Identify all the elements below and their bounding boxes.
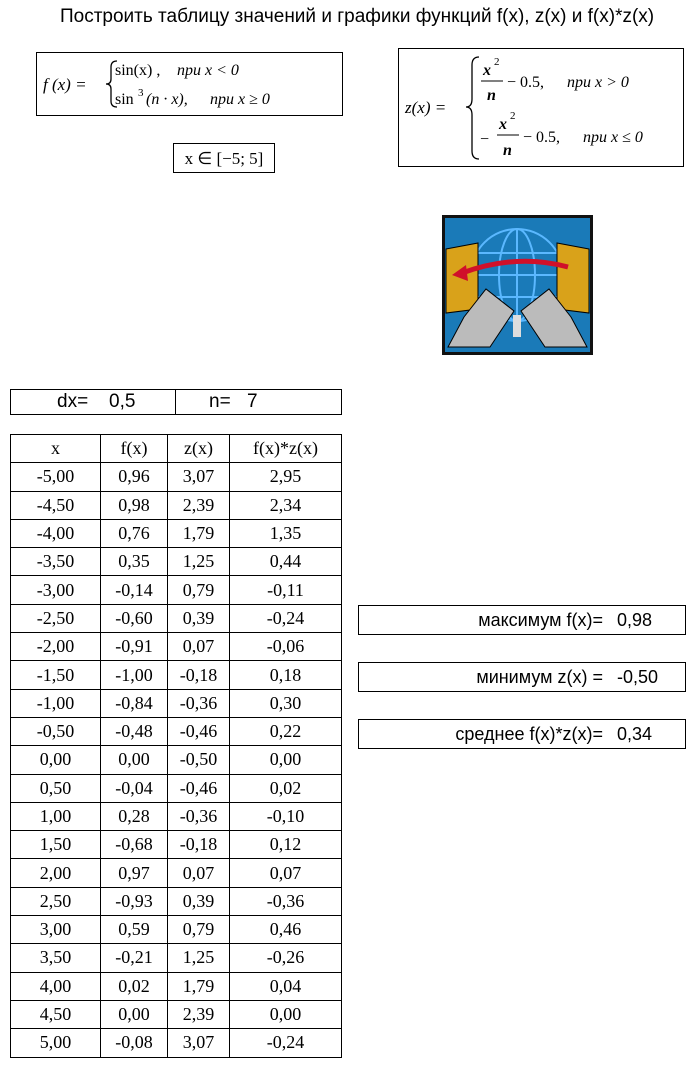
table-row [11,916,342,944]
cell-z[interactable]: -0,36 [168,689,230,717]
table-body [11,463,342,1057]
cell-fz[interactable]: 0,30 [230,689,342,717]
table-row [11,802,342,830]
cell-fz[interactable]: -0,11 [230,576,342,604]
cell-z[interactable]: 0,07 [168,633,230,661]
table-row [11,944,342,972]
cell-f[interactable]: -0,14 [101,576,168,604]
max-f-value: 0,98 [617,610,653,630]
cell-f[interactable]: -0,60 [101,604,168,632]
cell-x[interactable]: -1,50 [11,661,101,689]
cell-x[interactable]: 1,00 [11,802,101,830]
cell-z[interactable]: 1,79 [168,519,230,547]
z2-minus: − [480,131,490,148]
cell-x[interactable]: 4,50 [11,1000,101,1028]
cell-f[interactable]: 0,59 [101,916,168,944]
cell-x[interactable]: -5,00 [11,463,101,491]
table-row [11,1000,342,1028]
cell-fz[interactable]: 0,00 [230,1000,342,1028]
cell-z[interactable]: -0,50 [168,746,230,774]
cell-x[interactable]: 1,50 [11,831,101,859]
cell-fz[interactable]: 0,12 [230,831,342,859]
cell-z[interactable]: 1,79 [168,972,230,1000]
z1-tail: − 0.5, [507,74,545,91]
cell-fz[interactable]: 0,04 [230,972,342,1000]
z-formula-lhs: z(x) = [405,98,447,117]
header-z: z(x) [168,435,230,463]
cell-x[interactable]: 3,50 [11,944,101,972]
cell-x[interactable]: -4,00 [11,519,101,547]
cell-x[interactable]: -2,00 [11,633,101,661]
cell-f[interactable]: -0,04 [101,774,168,802]
cell-z[interactable]: 2,39 [168,491,230,519]
table-row [11,746,342,774]
cell-fz[interactable]: 0,44 [230,548,342,576]
cell-fz[interactable]: -0,10 [230,802,342,830]
cell-z[interactable]: -0,46 [168,717,230,745]
globe-stand [513,315,521,337]
dx-value[interactable]: 0,5 [109,391,136,412]
params-divider [175,390,176,414]
cell-f[interactable]: 0,00 [101,1000,168,1028]
cell-z[interactable]: 3,07 [168,1029,230,1057]
cell-z[interactable]: 0,39 [168,887,230,915]
cell-z[interactable]: -0,46 [168,774,230,802]
cell-f[interactable]: -0,93 [101,887,168,915]
table-row [11,491,342,519]
cell-z[interactable]: 1,25 [168,548,230,576]
z2-cond: при x ≤ 0 [583,129,643,146]
table-row [11,859,342,887]
cell-f[interactable]: 0,96 [101,463,168,491]
z1-cond: при x > 0 [567,74,629,91]
cell-z[interactable]: -0,18 [168,831,230,859]
f-case2-pow: 3 [138,87,144,99]
cell-x[interactable]: 0,00 [11,746,101,774]
z2-tail: − 0.5, [523,129,561,146]
cell-f[interactable]: -0,84 [101,689,168,717]
x-range-formula [174,144,274,172]
f-formula-lhs: f (x) = [43,75,87,94]
f-case1-expr: sin(x) , [115,62,161,79]
cell-x[interactable]: 4,00 [11,972,101,1000]
table-row [11,519,342,547]
table-row [11,972,342,1000]
cell-z[interactable]: 3,07 [168,463,230,491]
min-z-value: -0,50 [617,667,659,687]
cell-z[interactable]: 0,07 [168,859,230,887]
f-case2-expr: sin [115,91,134,108]
cell-x[interactable]: -0,50 [11,717,101,745]
z2-num: x [499,116,507,133]
cell-x[interactable]: 5,00 [11,1029,101,1057]
params-row [10,389,342,415]
right-folder [557,243,589,313]
table-header-row [11,435,342,463]
z-brace [466,57,479,159]
table-row [11,1029,342,1057]
cell-f[interactable]: -0,21 [101,944,168,972]
cell-fz[interactable]: 0,02 [230,774,342,802]
cell-fz[interactable]: 2,95 [230,463,342,491]
cell-x[interactable]: -4,50 [11,491,101,519]
cell-f[interactable]: 0,97 [101,859,168,887]
z1-num: x [483,62,491,79]
cell-z[interactable]: 0,79 [168,576,230,604]
cell-fz[interactable]: -0,36 [230,887,342,915]
table-row [11,463,342,491]
cell-fz[interactable]: -0,26 [230,944,342,972]
cell-f[interactable]: -0,68 [101,831,168,859]
table-row [11,633,342,661]
values-table [10,434,342,1058]
cell-z[interactable]: 2,39 [168,1000,230,1028]
cell-f[interactable]: 0,98 [101,491,168,519]
min-z-box [358,662,686,692]
f-case2-arg: (n · x), [146,91,188,108]
header-fz: f(x)*z(x) [230,435,342,463]
f-case1-cond: при x < 0 [177,62,239,79]
avg-fz-box [358,719,686,749]
max-f-label: максимум f(x)= [478,610,603,630]
cell-z[interactable]: -0,18 [168,661,230,689]
table-row [11,576,342,604]
cell-x[interactable]: 2,00 [11,859,101,887]
f-formula [37,53,342,115]
cell-z[interactable]: 1,25 [168,944,230,972]
cell-x[interactable]: -1,00 [11,689,101,717]
table-row [11,548,342,576]
max-f-box [358,605,686,635]
n-label: n= [209,391,231,412]
z2-pow: 2 [510,110,516,122]
cell-z[interactable]: 0,79 [168,916,230,944]
avg-fz-label: среднее f(x)*z(x)= [455,724,603,744]
table-row [11,887,342,915]
x-range-text: x ∈ [−5; 5] [184,149,264,168]
cell-x[interactable]: 0,50 [11,774,101,802]
cell-fz[interactable]: -0,24 [230,604,342,632]
min-z-label: минимум z(x) = [476,667,603,687]
header-x: x [11,435,101,463]
cell-f[interactable]: 0,02 [101,972,168,1000]
table-row [11,661,342,689]
cell-x[interactable]: -2,50 [11,604,101,632]
header-f: f(x) [101,435,168,463]
page-title: Построить таблицу значений и графики функций f(x), z(x) и f(x)*z(x) [60,6,655,27]
table-row [11,717,342,745]
table-row [11,604,342,632]
cell-x[interactable]: -3,00 [11,576,101,604]
cell-fz[interactable]: -0,24 [230,1029,342,1057]
cell-fz[interactable]: -0,06 [230,633,342,661]
cell-f[interactable]: 0,00 [101,746,168,774]
f-formula-box [36,52,343,116]
n-value[interactable]: 7 [247,391,258,412]
cell-f[interactable]: -0,48 [101,717,168,745]
cell-fz[interactable]: 1,35 [230,519,342,547]
cell-fz[interactable]: 0,00 [230,746,342,774]
dx-label: dx= [57,391,89,412]
z2-den: n [503,142,512,159]
x-range-box [173,143,275,173]
cell-z[interactable]: -0,36 [168,802,230,830]
avg-fz-value: 0,34 [617,724,653,744]
cell-f[interactable]: -0,08 [101,1029,168,1057]
cell-f[interactable]: 0,28 [101,802,168,830]
cell-fz[interactable]: 2,34 [230,491,342,519]
z1-den: n [487,87,496,104]
cell-x[interactable]: 3,00 [11,916,101,944]
cell-fz[interactable]: 0,07 [230,859,342,887]
z1-pow: 2 [494,56,500,68]
cell-fz[interactable]: 0,18 [230,661,342,689]
cell-x[interactable]: -3,50 [11,548,101,576]
z-formula [399,49,683,166]
cell-fz[interactable]: 0,46 [230,916,342,944]
cell-z[interactable]: 0,39 [168,604,230,632]
cell-fz[interactable]: 0,22 [230,717,342,745]
cell-x[interactable]: 2,50 [11,887,101,915]
table-row [11,689,342,717]
cell-f[interactable]: -1,00 [101,661,168,689]
globe-computers-icon [442,215,593,355]
table-row [11,831,342,859]
cell-f[interactable]: 0,76 [101,519,168,547]
cell-f[interactable]: 0,35 [101,548,168,576]
z-formula-box [398,48,684,167]
table-row [11,774,342,802]
cell-f[interactable]: -0,91 [101,633,168,661]
f-case2-cond: при x ≥ 0 [210,91,270,108]
